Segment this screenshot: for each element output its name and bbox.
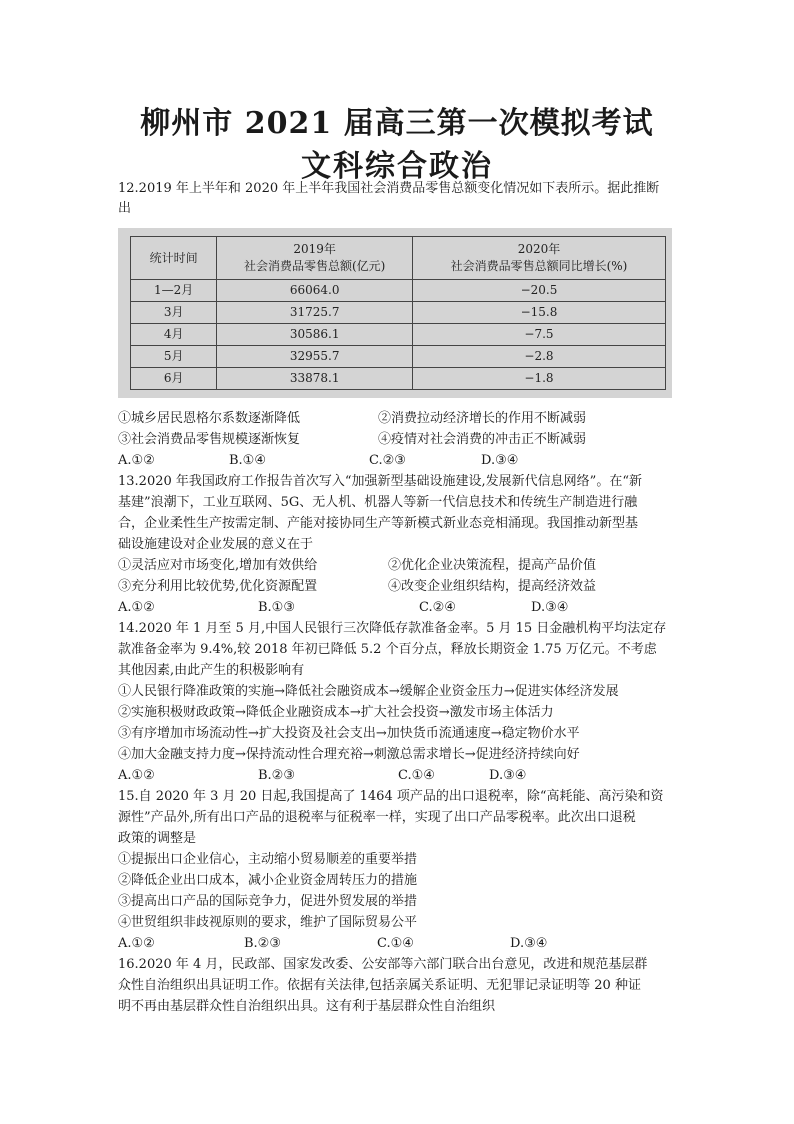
table-header-2020: 2020年 社会消费品零售总额同比增长(%) — [412, 237, 665, 280]
q13-stem-line: 础设施建设对企业发展的意义在于 — [118, 537, 314, 552]
q15-choice-c: C.①④ — [377, 936, 414, 951]
q14-statement: ②实施积极财政政策→降低企业融资成本→扩大社会投资→激发市场主体活力 — [118, 705, 554, 720]
q16-stem-line: 众性自治组织出具证明工作。依据有关法律,包括亲属关系证明、无犯罪记录证明等 20 种证 — [118, 978, 641, 993]
q12-statement: ②消费拉动经济增长的作用不断减弱 — [378, 411, 587, 426]
q13-choice-c: C.②④ — [419, 600, 456, 615]
q13-choice-b: B.①③ — [258, 600, 295, 615]
q13-stem-line: 基建”浪潮下，工业互联网、5G、无人机、机器人等新一代信息技术和传统生产制造进行融 — [118, 495, 638, 510]
q15-statement: ②降低企业出口成本，减小企业资金周转压力的措施 — [118, 873, 418, 888]
q12-statement: ④疫情对社会消费的冲击正不断减弱 — [378, 432, 587, 447]
q15-stem-line: 政策的调整是 — [118, 831, 197, 846]
table-header-2019: 2019年 社会消费品零售总额(亿元) — [217, 237, 413, 280]
q12-choice-a: A.①② — [118, 453, 155, 468]
q14-stem-line: 款准备金率为 9.4%,较 2018 年初已降低 5.2 个百分点，释放长期资金 1.75 万亿元。不考虑 — [118, 642, 657, 657]
q12-statement: ③社会消费品零售规模逐渐恢复 — [118, 432, 301, 447]
table-row: 6月 33878.1 −1.8 — [131, 368, 666, 390]
q15-choice-b: B.②③ — [244, 936, 281, 951]
q12-choice-d: D.③④ — [481, 453, 519, 468]
q13-choice-d: D.③④ — [531, 600, 569, 615]
q12-choice-c: C.②③ — [369, 453, 406, 468]
q12-statement: ①城乡居民恩格尔系数逐渐降低 — [118, 411, 301, 426]
q15-statement: ③提高出口产品的国际竞争力，促进外贸发展的举措 — [118, 894, 418, 909]
q14-choice-a: A.①② — [118, 768, 155, 783]
q12-stem-line: 12.2019 年上半年和 2020 年上半年我国社会消费品零售总额变化情况如下表所示。据此推断 — [118, 181, 660, 196]
page-title: 柳州市 2021 届高三第一次模拟考试 — [140, 106, 654, 141]
q14-choice-b: B.②③ — [258, 768, 295, 783]
table-row: 4月 30586.1 −7.5 — [131, 324, 666, 346]
q14-statement: ①人民银行降准政策的实施→降低社会融资成本→缓解企业资金压力→促进实体经济发展 — [118, 684, 619, 699]
q13-statement: ①灵活应对市场变化,增加有效供给 — [118, 558, 318, 573]
q12-choice-b: B.①④ — [229, 453, 266, 468]
q12-table — [130, 236, 666, 390]
q14-stem-line: 其他因素,由此产生的积极影响有 — [118, 663, 305, 678]
q14-statement: ③有序增加市场流动性→扩大投资及社会支出→加快货币流通速度→稳定物价水平 — [118, 726, 580, 741]
q13-statement: ③充分利用比较优势,优化资源配置 — [118, 579, 318, 594]
table-row: 3月 31725.7 −15.8 — [131, 302, 666, 324]
table-row: 1—2月 66064.0 −20.5 — [131, 280, 666, 302]
table-header-time: 统计时间 — [131, 237, 217, 280]
q12-stem-line: 出 — [118, 201, 132, 216]
q13-statement: ④改变企业组织结构，提高经济效益 — [388, 579, 597, 594]
table-row: 5月 32955.7 −2.8 — [131, 346, 666, 368]
q15-statement: ④世贸组织非歧视原则的要求，维护了国际贸易公平 — [118, 915, 418, 930]
q15-choice-a: A.①② — [118, 936, 155, 951]
q14-choice-d: D.③④ — [489, 768, 527, 783]
q13-choice-a: A.①② — [118, 600, 155, 615]
q15-stem-line: 15.自 2020 年 3 月 20 日起,我国提高了 1464 项产品的出口退税率，除“高耗能、高污染和资 — [118, 789, 664, 804]
q13-statement: ②优化企业决策流程，提高产品价值 — [388, 558, 597, 573]
q15-stem-line: 源性”产品外,所有出口产品的退税率与征税率一样，实现了出口产品零税率。此次出口退税 — [118, 810, 636, 825]
page-subtitle: 文科综合政治 — [301, 149, 493, 184]
q16-stem-line: 明不再由基层群众性自治组织出具。这有利于基层群众性自治组织 — [118, 999, 496, 1014]
q15-statement: ①提振出口企业信心，主动缩小贸易顺差的重要举措 — [118, 852, 418, 867]
q14-statement: ④加大金融支持力度→保持流动性合理充裕→刺激总需求增长→促进经济持续向好 — [118, 747, 580, 762]
q12-table-photo — [118, 228, 672, 398]
q15-choice-d: D.③④ — [510, 936, 548, 951]
q13-stem-line: 合，企业柔性生产按需定制、产能对接协同生产等新模式新业态竞相涌现。我国推动新型基 — [118, 516, 639, 531]
q14-choice-c: C.①④ — [398, 768, 435, 783]
q14-stem-line: 14.2020 年 1 月至 5 月,中国人民银行三次降低存款准备金率。5 月 15 日金融机构平均法定存 — [118, 621, 667, 636]
q16-stem-line: 16.2020 年 4 月，民政部、国家发改委、公安部等六部门联合出台意见，改进和规范基层群 — [118, 957, 648, 972]
q13-stem-line: 13.2020 年我国政府工作报告首次写入“加强新型基础设施建设,发展新代信息网络”。在“新 — [118, 474, 642, 489]
